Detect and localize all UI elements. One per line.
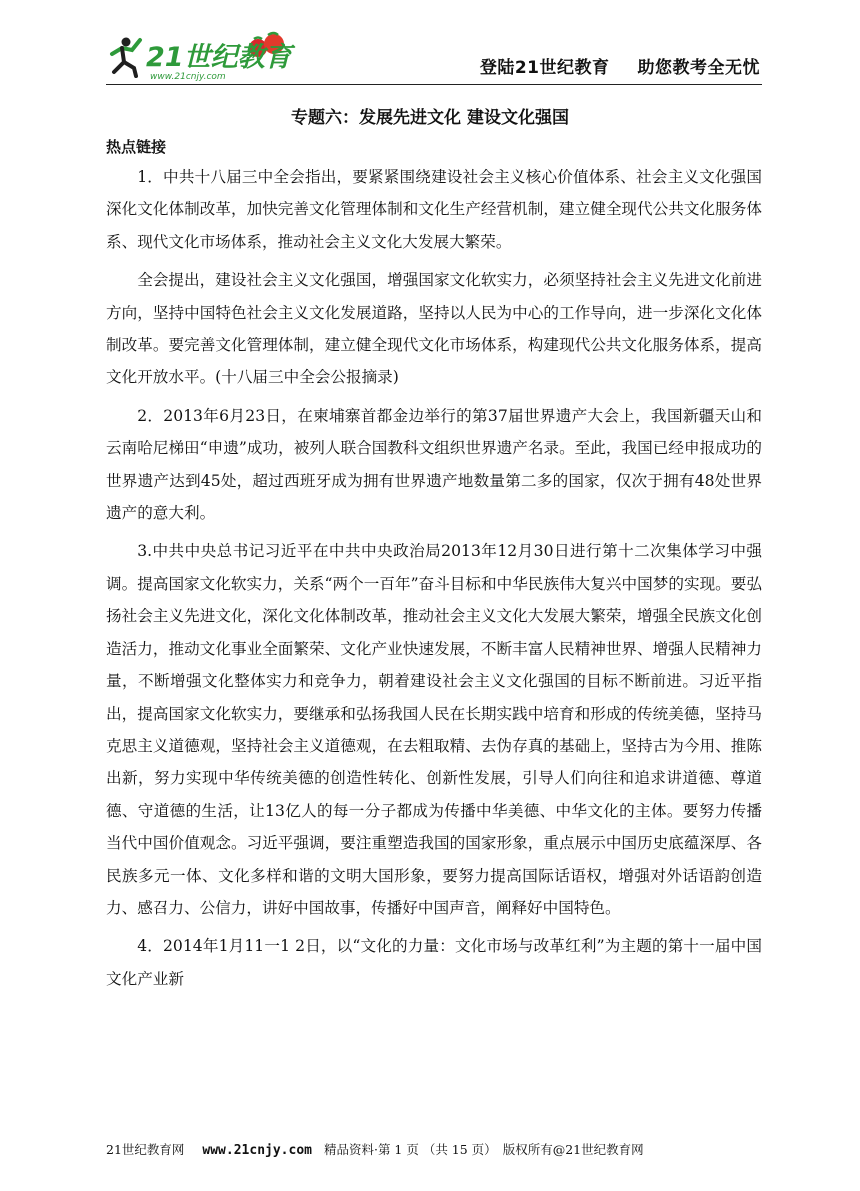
footer-page-info: 精品资料·第 1 页 （共 15 页） (323, 1142, 497, 1157)
paragraph-5: 4．2014年1月11一1 2日，以“文化的力量：文化市场与改革红利”为主题的第十一届中国文化产业新 (106, 937, 762, 988)
page-footer (106, 1140, 762, 1158)
paragraph-3: 2．2013年6月23日，在柬埔寨首都金边举行的第37届世界遗产大会上，我国新疆天山和云南哈尼梯田“申遗”成功，被列人联合国教科文组织世界遗产名录。至此，我国已经申报成功的世界遗产达到45处，超过西班牙成为拥有世界遗产地数量第二多的国家，仅次于拥有48处世界遗产的意大利。 (106, 406, 762, 523)
slogan-right: 助您教考全无忧 (637, 58, 760, 78)
paragraph-4: 3.中共中央总书记习近平在中共中央政治局2013年12月30日进行第十二次集体学习中强调。提高国家文化软实力，关系“两个一百年”奋斗目标和中华民族伟大复兴中国梦的实现。要弘扬社会主义先进文化，深化文化体制改革，推动社会主义文化大发展大繁荣，增强全民族文化创造活力，推动文化事业全面繁荣、文化产业快速发展，不断丰富人民精神世界、增强人民精神力量，不断增强文化整体实力和竞争力，朝着建设社会主义文化强国的目标不断前进。习近平指出，提高国家文化软实力，要继承和弘扬我国人民在长期实践中培育和形成的传统美德，坚持马克思主义道德观，坚持社会主义道德观，在去粗取精、去伪存真的基础上，坚持古为今用、推陈出新，努力实现中华传统美德的创造性转化、创新性发展，引导人们向往和追求讲道德、尊道德、守道德的生活，让13亿人的每一分子都成为传播中华美德、中华文化的主体。要努力传播当代中国价值观念。习近平强调，要注重塑造我国的国家形象，重点展示中国历史底蕴深厚、各民族多元一体、文化多样和谐的文明大国形象，要努力提高国际话语权，增强对外话语韵创造力、感召力、公信力，讲好中国故事，传播好中国声音，阐释好中国特色。 (106, 542, 762, 917)
logo-text: 21世纪教育 (146, 42, 292, 73)
document-body (106, 161, 762, 1001)
footer-copyright: 版权所有@21世纪教育网 (502, 1142, 644, 1157)
logo-url: www.21cnjy.com (150, 72, 226, 82)
page-header (106, 28, 762, 85)
section-heading: 热点链接 (106, 138, 167, 156)
paragraph-2: 全会提出，建设社会主义文化强国，增强国家文化软实力，必须坚持社会主义先进文化前进方向，坚持中国特色社会主义文化发展道路，坚持以人民为中心的工作导向，进一步深化文化体制改革。要完善文化管理体制，建立健全现代文化市场体系，构建现代公共文化服务体系，提高文化开放水平。(十八届三中全会公报摘录) (106, 271, 762, 387)
footer-site-link[interactable]: www.21cnjy.com (202, 1143, 312, 1158)
header-slogan (480, 53, 760, 78)
site-logo (106, 28, 306, 82)
paragraph-1: 1．中共十八届三中全会指出，要紧紧围绕建设社会主义核心价值体系、社会主义文化强国深化文化体制改革，加快完善文化管理体制和文化生产经营机制，建立健全现代公共文化服务体系、现代文化市场体系，推动社会主义文化大发展大繁荣。 (106, 168, 762, 251)
document-title: 专题六：发展先进文化 建设文化强国 (291, 108, 569, 128)
logo-graphic (106, 28, 306, 82)
slogan-left: 登陆21世纪教育 (479, 58, 610, 78)
footer-network: 21世纪教育网 (106, 1142, 185, 1157)
running-figure-icon (112, 38, 140, 77)
